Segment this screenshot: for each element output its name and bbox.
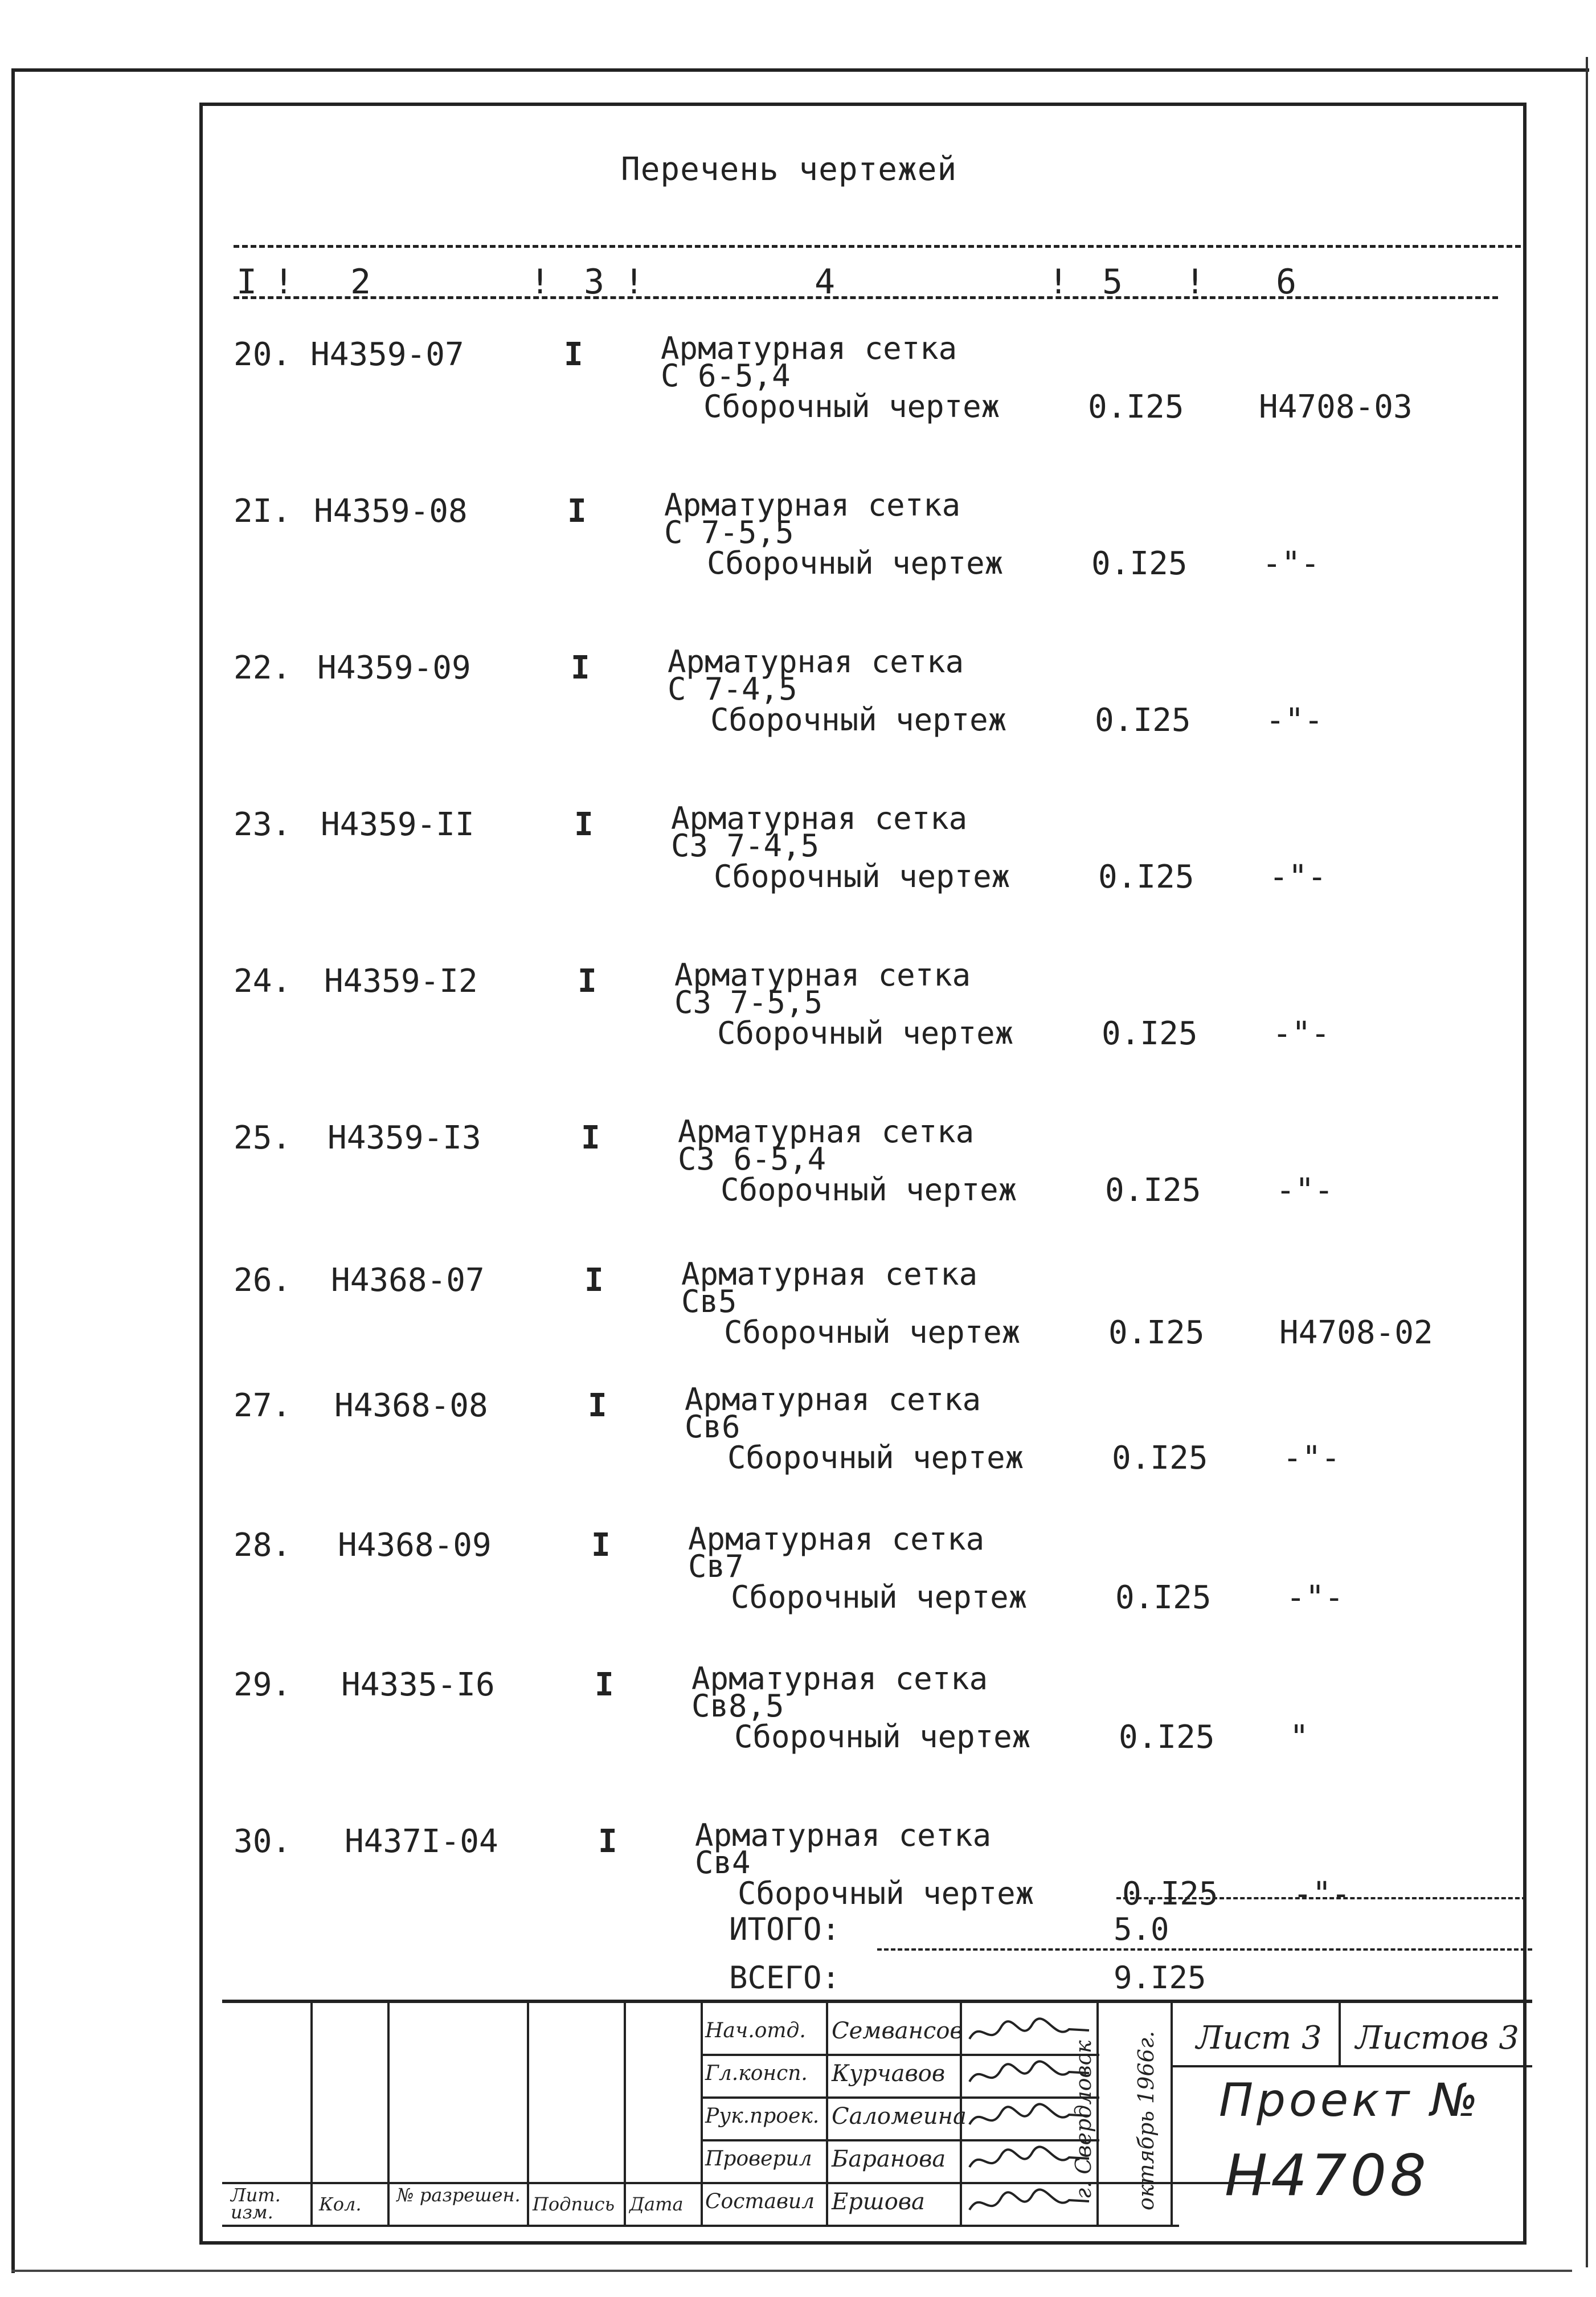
sheet-count: I: [588, 1387, 607, 1424]
reference-doc: -"-: [1276, 1172, 1334, 1209]
drawing-code: H4368-07: [331, 1262, 485, 1299]
itogo-dash: [877, 1948, 1532, 1951]
table-row: [0, 1521, 1596, 1681]
tb-label-kol: Кол.: [319, 2193, 362, 2215]
table-row: [0, 1382, 1596, 1541]
tb-sheet-line: [1171, 2065, 1532, 2067]
drawing-name: Арматурная сетка: [664, 487, 961, 523]
drawing-name: Арматурная сетка: [688, 1521, 985, 1557]
drawing-mark: С3 7-4,5: [671, 828, 820, 864]
drawing-name: Арматурная сетка: [674, 957, 971, 993]
drawing-code: H437I-04: [345, 1823, 498, 1860]
drawing-mark: Св7: [688, 1548, 744, 1584]
drawing-scale: 0.I25: [1112, 1440, 1208, 1477]
row-number: 20.: [234, 336, 292, 373]
drawing-subtitle: Сборочный чертеж: [727, 1440, 1024, 1476]
tb-col-3: [527, 2002, 529, 2225]
reference-doc: H4708-03: [1259, 389, 1413, 426]
reference-doc: -"-: [1266, 702, 1324, 739]
tb-date: октябрь 1966г.: [1133, 2030, 1159, 2210]
col-sep: !: [624, 262, 645, 302]
drawing-subtitle: Сборочный чертеж: [710, 702, 1007, 738]
sheet-count: I: [567, 493, 587, 530]
tb-role: Нач.отд.: [705, 2019, 806, 2042]
tb-label-lit: Лит. изм.: [231, 2184, 281, 2223]
tb-person-name: Ершова: [832, 2189, 925, 2215]
col-sep: !: [273, 262, 294, 302]
drawing-scale: 0.I25: [1115, 1579, 1212, 1616]
drawing-name: Арматурная сетка: [668, 644, 964, 680]
sheet-count: I: [598, 1823, 617, 1860]
sheet-count: I: [571, 649, 590, 686]
table-row: [0, 1114, 1596, 1273]
tb-col-8: [1096, 2002, 1099, 2225]
drawing-scale: 0.I25: [1119, 1719, 1215, 1756]
drawing-scale: 0.I25: [1108, 1314, 1205, 1351]
tb-place: г. Свердловск: [1071, 2040, 1096, 2199]
reference-doc: -"-: [1269, 859, 1327, 896]
table-row: [0, 644, 1596, 803]
tb-col-10: [1339, 2002, 1341, 2065]
reference-doc: -"-: [1262, 545, 1320, 582]
drawing-subtitle: Сборочный чертеж: [714, 859, 1010, 894]
drawing-name: Арматурная сетка: [685, 1382, 981, 1417]
row-number: 30.: [234, 1823, 292, 1860]
col-sep: !: [530, 262, 551, 302]
drawing-subtitle: Сборочный чертеж: [707, 545, 1004, 581]
drawing-mark: С3 6-5,4: [678, 1141, 826, 1177]
tb-role: Гл.консп.: [705, 2062, 808, 2085]
drawing-code: H4368-09: [338, 1527, 492, 1564]
drawing-subtitle: Сборочный чертеж: [717, 1015, 1014, 1051]
reference-doc: H4708-02: [1279, 1314, 1433, 1351]
header-dash-bottom: [234, 296, 1498, 299]
drawing-code: H4359-08: [314, 493, 468, 530]
drawing-name: Арматурная сетка: [691, 1661, 988, 1697]
col-header-2: 2: [350, 262, 371, 302]
drawing-mark: С3 7-5,5: [674, 984, 823, 1020]
drawing-code: H4359-07: [310, 336, 464, 373]
tb-role: Проверил: [705, 2147, 812, 2171]
drawing-mark: Св8,5: [691, 1688, 784, 1724]
tb-col-4: [624, 2002, 626, 2225]
tb-label-razresh: № разрешен.: [396, 2184, 521, 2206]
table-row: [0, 957, 1596, 1117]
drawing-mark: Св6: [685, 1409, 740, 1445]
header-dash-top: [234, 245, 1521, 248]
tb-col-5: [701, 2002, 703, 2225]
tb-line-1: [222, 2182, 1270, 2184]
sheet-count: I: [584, 1262, 604, 1299]
col-header-4: 4: [815, 262, 836, 302]
drawing-scale: 0.I25: [1091, 545, 1188, 582]
tb-label-data: Дата: [629, 2193, 684, 2215]
row-number: 26.: [234, 1262, 292, 1299]
row-number: 27.: [234, 1387, 292, 1424]
drawing-name: Арматурная сетка: [681, 1256, 978, 1292]
itogo-value: 5.0: [1114, 1911, 1169, 1947]
drawing-scale: 0.I25: [1122, 1875, 1218, 1912]
drawing-mark: С 6-5,4: [661, 358, 791, 394]
sheet-count: I: [591, 1527, 611, 1564]
drawing-subtitle: Сборочный чертеж: [738, 1875, 1034, 1911]
drawing-subtitle: Сборочный чертеж: [731, 1579, 1028, 1615]
sheet-count: I: [574, 806, 594, 843]
tb-person-name: Саломеина: [832, 2103, 967, 2130]
vsego-value: 9.I25: [1114, 1960, 1206, 1996]
outer-frame-bottom: [11, 2270, 1572, 2272]
row-number: 25.: [234, 1119, 292, 1156]
row-number: 2I.: [234, 493, 292, 530]
tb-col-2: [387, 2002, 390, 2225]
drawing-subtitle: Сборочный чертеж: [721, 1172, 1017, 1208]
col-sep: !: [1185, 262, 1206, 302]
drawing-mark: С 7-5,5: [664, 514, 794, 550]
tb-col-9: [1171, 2002, 1173, 2225]
sheet-count: I: [564, 336, 583, 373]
tb-project-label: Проект №: [1219, 2074, 1482, 2127]
tb-col-6: [826, 2002, 828, 2225]
drawing-name: Арматурная сетка: [661, 330, 957, 366]
sheet-count: I: [581, 1119, 600, 1156]
table-row: [0, 487, 1596, 647]
sheet-count: I: [595, 1666, 614, 1703]
drawing-mark: Св5: [681, 1284, 737, 1319]
col-sep: !: [1048, 262, 1069, 302]
itogo-label: ИТОГО:: [729, 1911, 841, 1947]
tb-bottom-line: [222, 2225, 1179, 2227]
reference-doc: ": [1290, 1719, 1309, 1756]
tb-person-name: Семвансов: [832, 2018, 963, 2044]
col-header-5: 5: [1102, 262, 1123, 302]
reference-doc: -"-: [1272, 1015, 1331, 1052]
drawing-code: H4368-08: [334, 1387, 488, 1424]
col-header-6: 6: [1276, 262, 1297, 302]
tb-sheets: Листов 3: [1356, 2020, 1519, 2057]
last-row-dash: [1116, 1897, 1527, 1899]
drawing-subtitle: Сборочный чертеж: [734, 1719, 1031, 1755]
drawing-scale: 0.I25: [1105, 1172, 1201, 1209]
row-number: 23.: [234, 806, 292, 843]
drawing-mark: Св4: [695, 1845, 751, 1881]
outer-frame-top: [11, 68, 1589, 72]
col-header-1: I: [236, 262, 257, 302]
row-number: 28.: [234, 1527, 292, 1564]
row-number: 29.: [234, 1666, 292, 1703]
drawing-code: H4335-I6: [341, 1666, 495, 1703]
drawing-subtitle: Сборочный чертеж: [724, 1314, 1021, 1350]
tb-role: Составил: [705, 2190, 815, 2213]
table-row: [0, 1661, 1596, 1820]
drawing-scale: 0.I25: [1088, 389, 1184, 426]
tb-person-name: Курчавов: [832, 2061, 946, 2087]
drawing-code: H4359-I3: [328, 1119, 481, 1156]
drawing-subtitle: Сборочный чертеж: [703, 389, 1000, 424]
reference-doc: -"-: [1283, 1440, 1341, 1477]
drawing-mark: С 7-4,5: [668, 671, 797, 707]
table-row: [0, 1817, 1596, 1977]
drawing-scale: 0.I25: [1102, 1015, 1198, 1052]
drawing-code: H4359-I2: [324, 963, 478, 1000]
page-title: Перечень чертежей: [621, 151, 957, 188]
drawing-name: Арматурная сетка: [671, 800, 968, 836]
table-row: [0, 800, 1596, 960]
tb-project-number: H4708: [1225, 2142, 1430, 2209]
tb-person-name: Баранова: [832, 2146, 946, 2172]
table-row: [0, 330, 1596, 490]
sheet-count: I: [578, 963, 597, 1000]
tb-role: Рук.проек.: [705, 2104, 820, 2128]
reference-doc: -"-: [1293, 1875, 1351, 1912]
row-number: 22.: [234, 649, 292, 686]
drawing-scale: 0.I25: [1095, 702, 1191, 739]
tb-sheet: Лист 3: [1196, 2020, 1322, 2057]
drawing-name: Арматурная сетка: [678, 1114, 975, 1150]
tb-label-podpis: Подпись: [533, 2193, 615, 2215]
drawing-scale: 0.I25: [1098, 859, 1194, 896]
drawing-code: H4359-09: [317, 649, 471, 686]
drawing-name: Арматурная сетка: [695, 1817, 992, 1853]
drawing-code: H4359-II: [321, 806, 474, 843]
col-header-3: 3: [584, 262, 605, 302]
tb-col-1: [310, 2002, 313, 2225]
vsego-label: ВСЕГО:: [729, 1960, 841, 1996]
reference-doc: -"-: [1286, 1579, 1344, 1616]
row-number: 24.: [234, 963, 292, 1000]
